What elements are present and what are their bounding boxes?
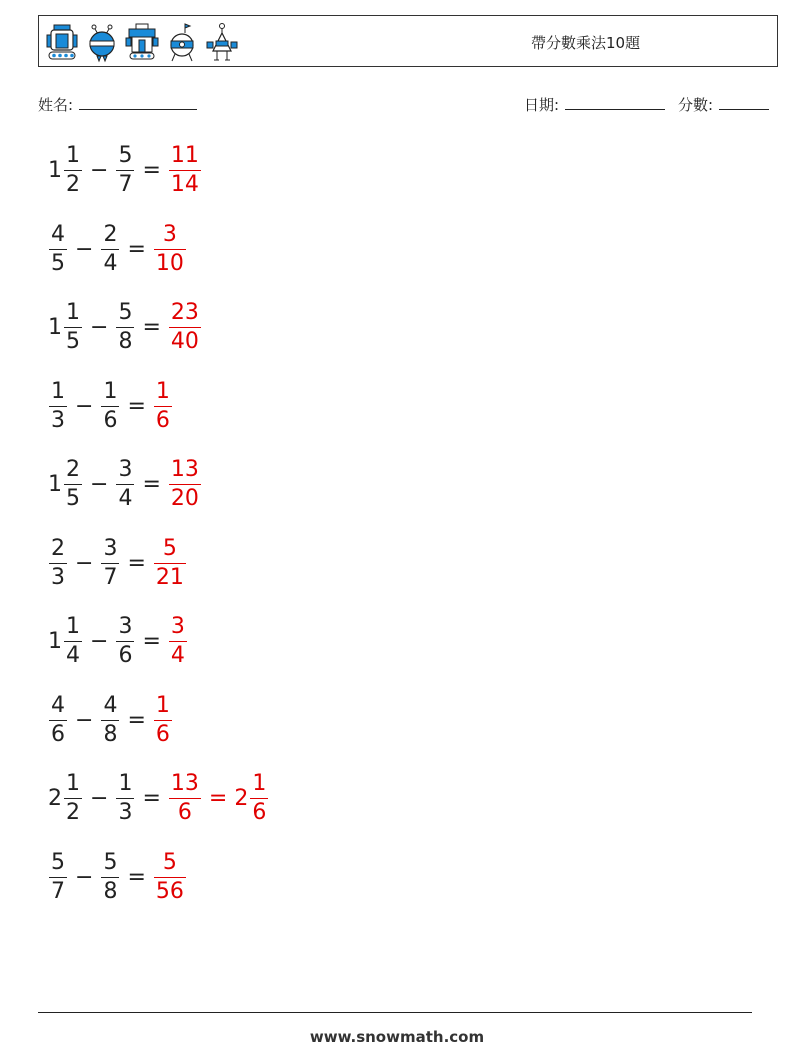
subtrahend-fraction-numerator: 5 <box>118 143 133 168</box>
answer-fraction-denominator: 14 <box>170 172 199 197</box>
minuend-fraction-whole: 1 <box>48 629 62 654</box>
subtrahend-fraction <box>101 535 119 590</box>
problem-row <box>48 459 202 510</box>
answer-fraction <box>169 145 201 196</box>
answer <box>168 773 269 824</box>
subtrahend-fraction-numerator: 1 <box>103 378 118 404</box>
robot-icons <box>45 21 239 65</box>
minuend-fraction-numerator: 2 <box>51 535 65 561</box>
minuend-fraction-denominator: 3 <box>51 407 65 433</box>
answer-fraction-denominator: 4 <box>170 643 185 668</box>
minus-sign: − <box>75 236 94 262</box>
subtrahend-fraction-numerator: 2 <box>103 221 118 247</box>
equals-sign: = <box>142 158 161 183</box>
subtrahend-fraction-numerator: 3 <box>103 535 118 561</box>
subtrahend-fraction <box>101 849 119 904</box>
minus-sign: − <box>75 707 94 733</box>
answer-equals-sign: = <box>208 786 228 811</box>
minuend-fraction-denominator: 5 <box>51 250 65 276</box>
answer-fraction-denominator: 21 <box>155 564 184 590</box>
minuend-fraction <box>64 459 82 510</box>
equals-sign: = <box>127 236 146 262</box>
minuend-fraction-numerator: 1 <box>66 300 80 325</box>
minuend-fraction-numerator: 1 <box>51 378 65 404</box>
footer-url: www.snowmath.com <box>309 1028 485 1046</box>
answer <box>153 535 187 590</box>
answer-fraction-numerator: 3 <box>162 221 177 247</box>
subtrahend-fraction <box>101 692 119 747</box>
answer <box>153 221 187 276</box>
name-blank[interactable] <box>79 95 197 110</box>
answer <box>153 378 173 433</box>
answer-fraction <box>154 378 172 433</box>
answer-fraction-denominator: 6 <box>169 798 201 824</box>
subtrahend-fraction-denominator: 8 <box>103 721 118 747</box>
minuend-fraction <box>49 535 67 590</box>
minus-sign: − <box>90 472 109 497</box>
answer-fraction-denominator: 40 <box>170 329 199 354</box>
problem-row <box>48 302 202 353</box>
answer-mixed-number-denominator: 6 <box>252 800 267 825</box>
name-label: 姓名: <box>38 96 74 114</box>
date-label: 日期: <box>524 96 560 114</box>
minuend-fraction-whole: 1 <box>48 315 62 340</box>
minus-sign: − <box>90 629 109 654</box>
subtrahend-fraction-denominator: 8 <box>118 329 133 354</box>
minuend-fraction-numerator: 5 <box>51 849 65 875</box>
minus-sign: − <box>75 864 94 890</box>
robot-ufo-icon <box>165 21 199 65</box>
subtrahend-fraction-denominator: 3 <box>118 800 133 825</box>
minuend-fraction-denominator: 5 <box>66 486 80 511</box>
minus-sign: − <box>90 315 109 340</box>
equals-sign: = <box>142 315 161 340</box>
date-blank[interactable] <box>565 95 665 110</box>
answer-fraction-numerator: 3 <box>170 614 185 639</box>
subtrahend-fraction <box>101 221 119 276</box>
answer-mixed-number-numerator: 1 <box>252 771 267 796</box>
minuend-fraction <box>49 849 67 904</box>
answer-mixed-number <box>250 773 268 824</box>
answer-fraction <box>154 221 186 276</box>
subtrahend-fraction <box>116 616 134 667</box>
minus-sign: − <box>75 393 94 419</box>
minuend-fraction-whole: 2 <box>48 786 62 811</box>
worksheet-title: 帶分數乘法10題 <box>531 34 641 52</box>
answer-fraction <box>154 849 186 904</box>
robot-tank-icon <box>45 21 79 65</box>
minuend-fraction-denominator: 6 <box>51 721 65 747</box>
subtrahend-fraction <box>116 459 134 510</box>
problem-row <box>48 378 173 433</box>
answer-fraction <box>154 535 186 590</box>
subtrahend-fraction-numerator: 3 <box>118 457 133 482</box>
score-field <box>678 94 769 115</box>
answer-fraction <box>169 459 201 510</box>
minuend-fraction-whole: 1 <box>48 158 62 183</box>
footer-divider <box>38 1012 752 1013</box>
subtrahend-fraction-numerator: 5 <box>118 300 133 325</box>
score-label: 分數: <box>678 96 714 114</box>
subtrahend-fraction-denominator: 6 <box>103 407 118 433</box>
subtrahend-fraction <box>116 145 134 196</box>
minus-sign: − <box>90 786 109 811</box>
answer-mixed-number-whole: 2 <box>234 786 249 811</box>
minuend-fraction-denominator: 4 <box>66 643 80 668</box>
subtrahend-fraction-denominator: 4 <box>103 250 118 276</box>
equals-sign: = <box>127 864 146 890</box>
answer-fraction-numerator: 13 <box>170 771 199 796</box>
score-blank[interactable] <box>719 95 769 110</box>
minuend-fraction-denominator: 2 <box>66 800 80 825</box>
equals-sign: = <box>127 393 146 419</box>
subtrahend-fraction-numerator: 3 <box>118 614 133 639</box>
subtrahend-fraction-numerator: 1 <box>118 771 133 796</box>
minuend-fraction-numerator: 4 <box>51 692 65 718</box>
problem-row <box>48 849 187 904</box>
answer-fraction-denominator: 6 <box>155 721 170 747</box>
answer-fraction <box>169 773 201 824</box>
answer-fraction-numerator: 23 <box>170 300 199 325</box>
minuend-fraction-numerator: 1 <box>66 771 80 796</box>
minuend-fraction-denominator: 2 <box>66 172 80 197</box>
equals-sign: = <box>142 472 161 497</box>
minus-sign: − <box>75 550 94 576</box>
minus-sign: − <box>90 158 109 183</box>
answer <box>153 692 173 747</box>
subtrahend-fraction <box>116 302 134 353</box>
equals-sign: = <box>142 786 161 811</box>
problem-row <box>48 616 188 667</box>
answer <box>168 616 188 667</box>
answer <box>153 849 187 904</box>
minuend-fraction <box>64 302 82 353</box>
minuend-fraction-numerator: 2 <box>66 457 80 482</box>
minuend-fraction <box>64 616 82 667</box>
answer-fraction-numerator: 11 <box>170 143 199 168</box>
equals-sign: = <box>142 629 161 654</box>
answer-fraction-denominator: 6 <box>155 407 170 433</box>
date-field <box>524 94 665 115</box>
name-field <box>38 94 197 115</box>
equals-sign: = <box>127 707 146 733</box>
problem-row <box>48 692 173 747</box>
answer-fraction-denominator: 56 <box>155 878 184 904</box>
minuend-fraction <box>49 378 67 433</box>
problem-row <box>48 221 187 276</box>
robot-castle-icon <box>125 21 159 65</box>
answer-fraction-denominator: 20 <box>170 486 199 511</box>
robot-antenna-icon <box>205 21 239 65</box>
subtrahend-fraction-numerator: 5 <box>103 849 118 875</box>
minuend-fraction-denominator: 5 <box>66 329 80 354</box>
minuend-fraction-denominator: 7 <box>51 878 65 904</box>
equals-sign: = <box>127 550 146 576</box>
subtrahend-fraction <box>101 378 119 433</box>
subtrahend-fraction <box>116 773 134 824</box>
problem-row <box>48 773 269 824</box>
subtrahend-fraction-denominator: 7 <box>103 564 118 590</box>
answer-fraction-numerator: 5 <box>162 849 177 875</box>
minuend-fraction <box>64 773 82 824</box>
worksheet-header <box>38 15 778 67</box>
answer-fraction <box>154 692 172 747</box>
minuend-fraction-numerator: 1 <box>66 143 80 168</box>
minuend-fraction <box>64 145 82 196</box>
answer <box>168 302 202 353</box>
robot-round-icon <box>85 21 119 65</box>
problem-row <box>48 145 202 196</box>
problem-row <box>48 535 187 590</box>
answer-fraction-numerator: 1 <box>155 692 170 718</box>
answer-fraction-numerator: 5 <box>162 535 177 561</box>
answer <box>168 145 202 196</box>
answer-fraction-numerator: 1 <box>155 378 170 404</box>
minuend-fraction-numerator: 4 <box>51 221 65 247</box>
answer-fraction-denominator: 10 <box>155 250 184 276</box>
minuend-fraction-denominator: 3 <box>51 564 65 590</box>
subtrahend-fraction-denominator: 6 <box>118 643 133 668</box>
subtrahend-fraction-numerator: 4 <box>103 692 118 718</box>
minuend-fraction <box>49 221 67 276</box>
subtrahend-fraction-denominator: 8 <box>103 878 118 904</box>
minuend-fraction-whole: 1 <box>48 472 62 497</box>
subtrahend-fraction-denominator: 4 <box>118 486 133 511</box>
answer-fraction-numerator: 13 <box>170 457 199 482</box>
minuend-fraction <box>49 692 67 747</box>
subtrahend-fraction-denominator: 7 <box>118 172 133 197</box>
minuend-fraction-numerator: 1 <box>66 614 80 639</box>
answer-fraction <box>169 302 201 353</box>
answer <box>168 459 202 510</box>
answer-fraction <box>169 616 187 667</box>
